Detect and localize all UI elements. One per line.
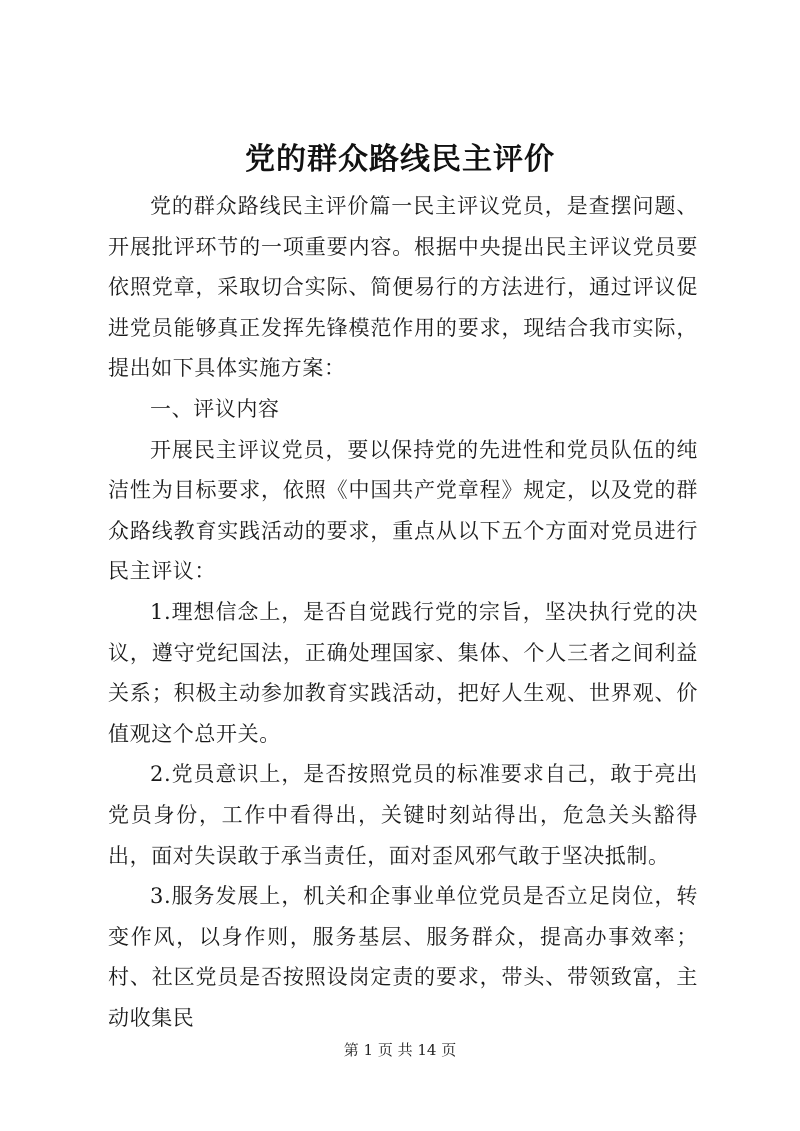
paragraph-item-3-service-development: 3.服务发展上，机关和企事业单位党员是否立足岗位，转变作风，以身作则，服务基层、服务群众，提高办事效率；村、社区党员是否按照设岗定责的要求，带头、带领致富，主动收集民 <box>108 884 698 1030</box>
paragraph-item-1-ideals: 1.理想信念上，是否自觉践行党的宗旨，坚决执行党的决议，遵守党纪国法，正确处理国家、集体、个人三者之间利益关系；积极主动参加教育实践活动，把好人生观、世界观、价值观这个总开关。 <box>108 599 698 746</box>
document-title: 党的群众路线民主评价 <box>245 142 555 177</box>
page-number-footer: 第 1 页 共 14 页 <box>343 1041 457 1059</box>
paragraph-item-2-party-awareness: 2.党员意识上，是否按照党员的标准要求自己，敢于亮出党员身份，工作中看得出，关键时刻站得出，危急关头豁得出，面对失误敢于承当责任，面对歪风邪气敢于坚决抵制。 <box>108 762 698 868</box>
document-body <box>108 186 698 1038</box>
paragraph-evaluation-requirements: 开展民主评议党员，要以保持党的先进性和党员队伍的纯洁性为目标要求，依照《中国共产党章程》规定，以及党的群众路线教育实践活动的要求，重点从以下五个方面对党员进行民主评议： <box>108 437 698 584</box>
section-heading-evaluation-content: 一、评议内容 <box>150 396 280 421</box>
paragraph-intro: 党的群众路线民主评价篇一民主评议党员，是查摆问题、开展批评环节的一项重要内容。根据中央提出民主评议党员要依照党章，采取切合实际、简便易行的方法进行，通过评议促进党员能够真正发挥先锋模范作用的要求，现结合我市实际，提出如下具体实施方案： <box>108 194 698 381</box>
